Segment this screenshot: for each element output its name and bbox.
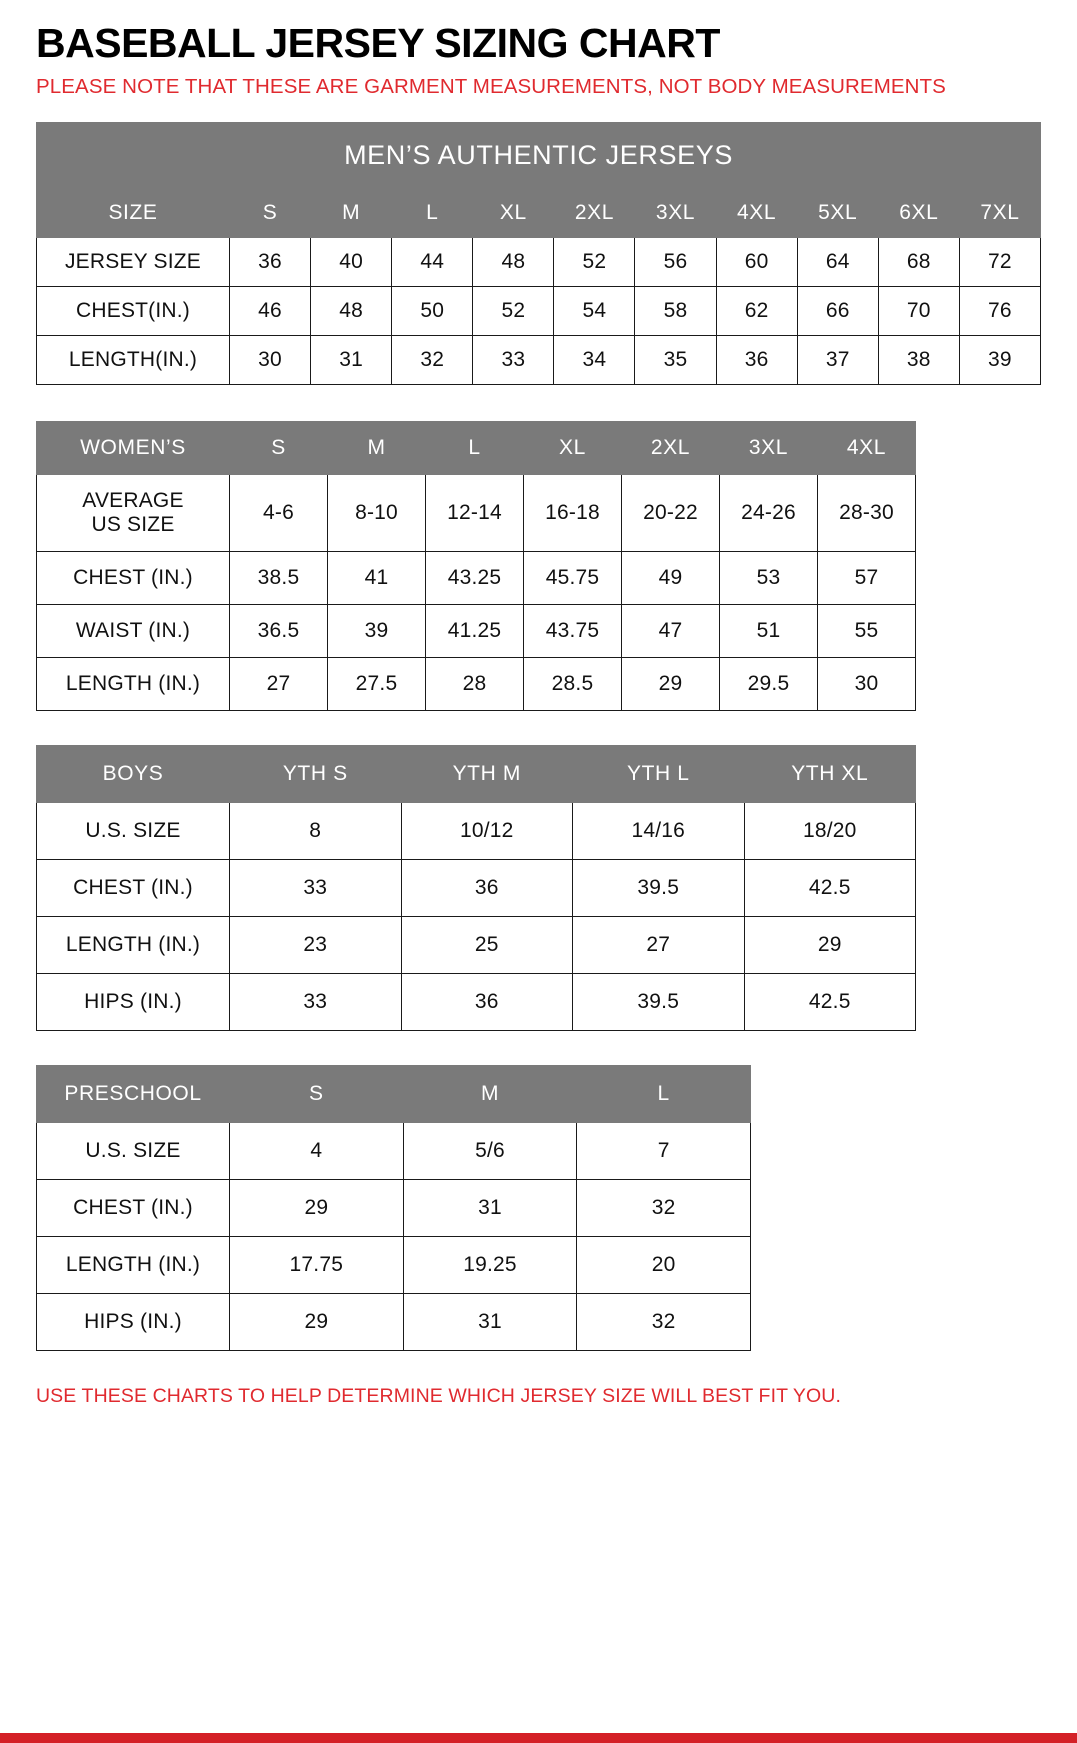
table-row-header bbox=[37, 189, 1041, 238]
table-row bbox=[37, 974, 916, 1031]
column-header: 2XL bbox=[622, 422, 720, 475]
column-header: M bbox=[403, 1066, 577, 1123]
column-header: L bbox=[577, 1066, 751, 1123]
table-cell: 33 bbox=[230, 974, 402, 1031]
column-header: 6XL bbox=[878, 189, 959, 238]
table-cell: 48 bbox=[473, 238, 554, 287]
table-cell: 31 bbox=[403, 1180, 577, 1237]
preschool-sizing-table bbox=[36, 1065, 751, 1351]
table-cell: 36 bbox=[401, 974, 573, 1031]
table-cell: 34 bbox=[554, 336, 635, 385]
table-cell: 38 bbox=[878, 336, 959, 385]
table-cell: 56 bbox=[635, 238, 716, 287]
column-header: XL bbox=[473, 189, 554, 238]
table-row bbox=[37, 1294, 751, 1351]
table-cell: 10/12 bbox=[401, 803, 573, 860]
row-label: HIPS (IN.) bbox=[37, 974, 230, 1031]
table-cell: 4 bbox=[230, 1123, 404, 1180]
row-label: CHEST (IN.) bbox=[37, 1180, 230, 1237]
table-cell: 66 bbox=[797, 287, 878, 336]
column-header: YTH XL bbox=[744, 746, 916, 803]
table-cell: 23 bbox=[230, 917, 402, 974]
column-header: M bbox=[311, 189, 392, 238]
table-cell: 29 bbox=[622, 658, 720, 711]
table-cell: 29 bbox=[744, 917, 916, 974]
column-header: SIZE bbox=[37, 189, 230, 238]
column-header: 7XL bbox=[959, 189, 1040, 238]
table-cell: 51 bbox=[720, 605, 818, 658]
table-cell: 39 bbox=[959, 336, 1040, 385]
table-cell: 39.5 bbox=[573, 974, 745, 1031]
footer-note: USE THESE CHARTS TO HELP DETERMINE WHICH JERSEY SIZE WILL BEST FIT YOU. bbox=[36, 1385, 841, 1408]
womens-sizing-table bbox=[36, 421, 916, 711]
column-header: WOMEN’S bbox=[37, 422, 230, 475]
table-cell: 55 bbox=[818, 605, 916, 658]
column-header: 3XL bbox=[635, 189, 716, 238]
table-row bbox=[37, 1237, 751, 1294]
table-cell: 76 bbox=[959, 287, 1040, 336]
row-label-line1: AVERAGE bbox=[82, 489, 184, 513]
table-cell: 28 bbox=[426, 658, 524, 711]
table-cell: 36 bbox=[716, 336, 797, 385]
column-header: 4XL bbox=[716, 189, 797, 238]
table-cell: 54 bbox=[554, 287, 635, 336]
table-cell: 31 bbox=[403, 1294, 577, 1351]
table-cell: 41.25 bbox=[426, 605, 524, 658]
column-header: L bbox=[426, 422, 524, 475]
row-label: LENGTH (IN.) bbox=[37, 1237, 230, 1294]
column-header: YTH M bbox=[401, 746, 573, 803]
column-header: XL bbox=[524, 422, 622, 475]
table-cell: 37 bbox=[797, 336, 878, 385]
table-cell: 29 bbox=[230, 1294, 404, 1351]
table-cell: 19.25 bbox=[403, 1237, 577, 1294]
table-cell: 46 bbox=[230, 287, 311, 336]
column-header: S bbox=[230, 189, 311, 238]
table-row bbox=[37, 1123, 751, 1180]
table-cell: 36.5 bbox=[230, 605, 328, 658]
table-cell: 33 bbox=[473, 336, 554, 385]
table-row-header bbox=[37, 746, 916, 803]
table-cell: 45.75 bbox=[524, 552, 622, 605]
table-cell: 36 bbox=[401, 860, 573, 917]
column-header: S bbox=[230, 1066, 404, 1123]
table-cell: 24-26 bbox=[720, 475, 818, 552]
row-label: U.S. SIZE bbox=[37, 1123, 230, 1180]
table-cell: 32 bbox=[392, 336, 473, 385]
row-label: LENGTH(IN.) bbox=[37, 336, 230, 385]
table-cell: 39 bbox=[328, 605, 426, 658]
row-label: JERSEY SIZE bbox=[37, 238, 230, 287]
table-row bbox=[37, 917, 916, 974]
table-cell: 18/20 bbox=[744, 803, 916, 860]
column-header: M bbox=[328, 422, 426, 475]
row-label: LENGTH (IN.) bbox=[37, 658, 230, 711]
table-cell: 30 bbox=[818, 658, 916, 711]
table-cell: 62 bbox=[716, 287, 797, 336]
column-header: PRESCHOOL bbox=[37, 1066, 230, 1123]
table-row-header bbox=[37, 422, 916, 475]
table-cell: 32 bbox=[577, 1180, 751, 1237]
table-row-header bbox=[37, 1066, 751, 1123]
table-cell: 12-14 bbox=[426, 475, 524, 552]
table-cell: 43.25 bbox=[426, 552, 524, 605]
row-label: CHEST (IN.) bbox=[37, 860, 230, 917]
table-cell: 5/6 bbox=[403, 1123, 577, 1180]
row-label: LENGTH (IN.) bbox=[37, 917, 230, 974]
table-cell: 32 bbox=[577, 1294, 751, 1351]
table-row bbox=[37, 475, 916, 552]
row-label: U.S. SIZE bbox=[37, 803, 230, 860]
mens-banner: MEN’S AUTHENTIC JERSEYS bbox=[37, 123, 1041, 189]
table-cell: 70 bbox=[878, 287, 959, 336]
row-label bbox=[37, 475, 230, 552]
mens-sizing-table bbox=[36, 122, 1041, 385]
table-cell: 14/16 bbox=[573, 803, 745, 860]
table-cell: 40 bbox=[311, 238, 392, 287]
column-header: 4XL bbox=[818, 422, 916, 475]
table-cell: 53 bbox=[720, 552, 818, 605]
table-cell: 27.5 bbox=[328, 658, 426, 711]
table-cell: 52 bbox=[473, 287, 554, 336]
table-cell: 39.5 bbox=[573, 860, 745, 917]
table-cell: 50 bbox=[392, 287, 473, 336]
table-cell: 49 bbox=[622, 552, 720, 605]
table-cell: 25 bbox=[401, 917, 573, 974]
table-cell: 27 bbox=[230, 658, 328, 711]
table-cell: 20-22 bbox=[622, 475, 720, 552]
table-cell: 33 bbox=[230, 860, 402, 917]
table-cell: 20 bbox=[577, 1237, 751, 1294]
page-title: BASEBALL JERSEY SIZING CHART bbox=[36, 20, 720, 66]
table-row bbox=[37, 860, 916, 917]
table-cell: 16-18 bbox=[524, 475, 622, 552]
table-cell: 68 bbox=[878, 238, 959, 287]
table-cell: 7 bbox=[577, 1123, 751, 1180]
table-cell: 29 bbox=[230, 1180, 404, 1237]
table-cell: 29.5 bbox=[720, 658, 818, 711]
table-row bbox=[37, 287, 1041, 336]
table-cell: 48 bbox=[311, 287, 392, 336]
table-cell: 58 bbox=[635, 287, 716, 336]
table-cell: 47 bbox=[622, 605, 720, 658]
table-cell: 30 bbox=[230, 336, 311, 385]
column-header: YTH S bbox=[230, 746, 402, 803]
column-header: BOYS bbox=[37, 746, 230, 803]
column-header: S bbox=[230, 422, 328, 475]
table-cell: 44 bbox=[392, 238, 473, 287]
row-label: CHEST(IN.) bbox=[37, 287, 230, 336]
column-header: L bbox=[392, 189, 473, 238]
table-cell: 41 bbox=[328, 552, 426, 605]
table-cell: 52 bbox=[554, 238, 635, 287]
table-cell: 35 bbox=[635, 336, 716, 385]
table-cell: 17.75 bbox=[230, 1237, 404, 1294]
row-label: WAIST (IN.) bbox=[37, 605, 230, 658]
column-header: 3XL bbox=[720, 422, 818, 475]
table-cell: 27 bbox=[573, 917, 745, 974]
table-cell: 42.5 bbox=[744, 974, 916, 1031]
table-row-banner bbox=[37, 123, 1041, 189]
table-cell: 4-6 bbox=[230, 475, 328, 552]
table-cell: 28.5 bbox=[524, 658, 622, 711]
table-cell: 8 bbox=[230, 803, 402, 860]
column-header: YTH L bbox=[573, 746, 745, 803]
table-cell: 72 bbox=[959, 238, 1040, 287]
table-cell: 57 bbox=[818, 552, 916, 605]
table-cell: 38.5 bbox=[230, 552, 328, 605]
table-row bbox=[37, 1180, 751, 1237]
table-row bbox=[37, 238, 1041, 287]
table-cell: 31 bbox=[311, 336, 392, 385]
table-cell: 60 bbox=[716, 238, 797, 287]
table-row bbox=[37, 658, 916, 711]
row-label-line2: US SIZE bbox=[91, 513, 175, 537]
table-row bbox=[37, 605, 916, 658]
table-cell: 64 bbox=[797, 238, 878, 287]
page-subtitle: PLEASE NOTE THAT THESE ARE GARMENT MEASUREMENTS, NOT BODY MEASUREMENTS bbox=[36, 75, 946, 99]
table-row bbox=[37, 803, 916, 860]
row-label: CHEST (IN.) bbox=[37, 552, 230, 605]
column-header: 5XL bbox=[797, 189, 878, 238]
boys-sizing-table bbox=[36, 745, 916, 1031]
table-cell: 43.75 bbox=[524, 605, 622, 658]
table-cell: 36 bbox=[230, 238, 311, 287]
table-row bbox=[37, 552, 916, 605]
column-header: 2XL bbox=[554, 189, 635, 238]
table-row bbox=[37, 336, 1041, 385]
table-cell: 8-10 bbox=[328, 475, 426, 552]
table-cell: 42.5 bbox=[744, 860, 916, 917]
table-cell: 28-30 bbox=[818, 475, 916, 552]
row-label: HIPS (IN.) bbox=[37, 1294, 230, 1351]
